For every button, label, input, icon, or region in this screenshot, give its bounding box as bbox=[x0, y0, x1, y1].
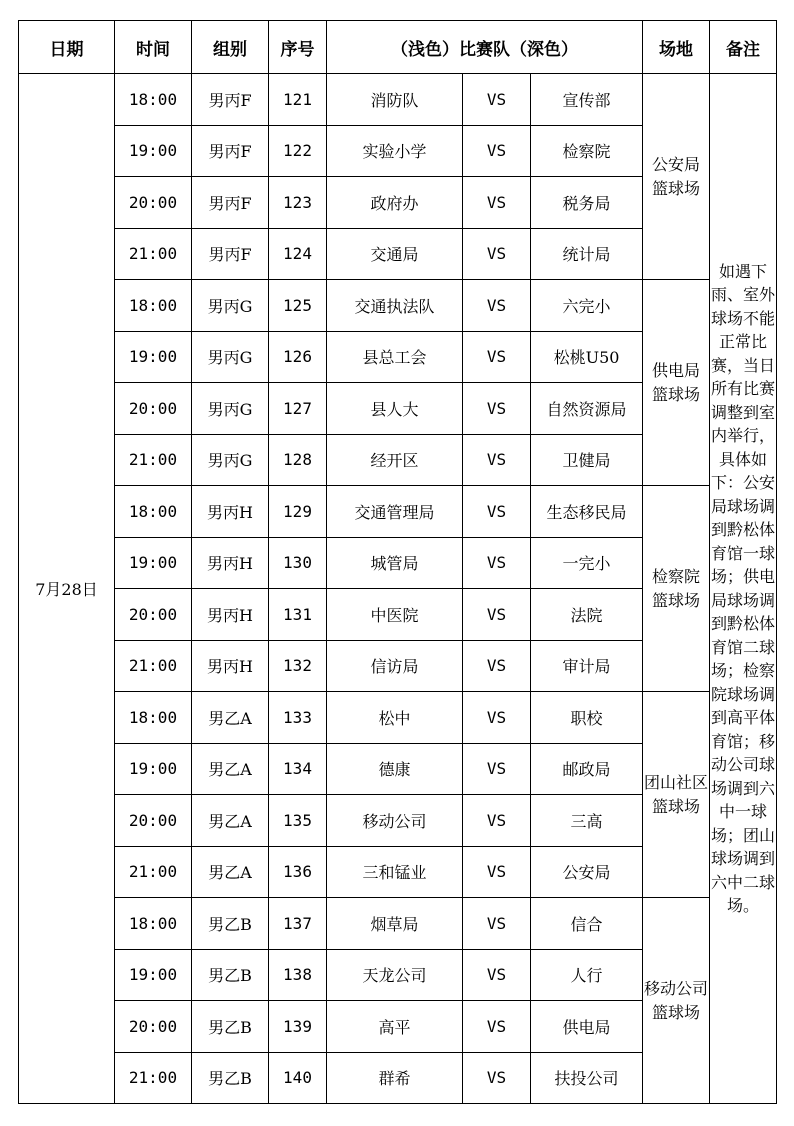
venue-court: 篮球场 bbox=[652, 796, 701, 816]
number-cell: 123 bbox=[269, 177, 327, 229]
dark-team-cell: 邮政局 bbox=[531, 743, 643, 795]
group-cell: 男丙G bbox=[192, 383, 269, 435]
time-cell: 19:00 bbox=[115, 949, 192, 1001]
time-cell: 20:00 bbox=[115, 589, 192, 641]
vs-cell: VS bbox=[463, 846, 531, 898]
venue-name: 检察院 bbox=[652, 566, 701, 586]
vs-cell: VS bbox=[463, 125, 531, 177]
number-cell: 133 bbox=[269, 692, 327, 744]
venue-name: 公安局 bbox=[652, 154, 701, 174]
dark-team-cell: 供电局 bbox=[531, 1001, 643, 1053]
vs-cell: VS bbox=[463, 177, 531, 229]
vs-cell: VS bbox=[463, 743, 531, 795]
header-venue: 场地 bbox=[643, 21, 710, 74]
header-row bbox=[19, 21, 777, 74]
venue-cell bbox=[643, 74, 710, 280]
light-team-cell: 县总工会 bbox=[327, 331, 463, 383]
header-note: 备注 bbox=[710, 21, 777, 74]
number-cell: 130 bbox=[269, 537, 327, 589]
time-cell: 18:00 bbox=[115, 280, 192, 332]
time-cell: 21:00 bbox=[115, 846, 192, 898]
venue-name: 团山社区 bbox=[644, 772, 709, 792]
vs-cell: VS bbox=[463, 280, 531, 332]
time-cell: 18:00 bbox=[115, 692, 192, 744]
venue-court: 篮球场 bbox=[652, 178, 701, 198]
number-cell: 138 bbox=[269, 949, 327, 1001]
dark-team-cell: 一完小 bbox=[531, 537, 643, 589]
number-cell: 127 bbox=[269, 383, 327, 435]
dark-team-cell: 扶投公司 bbox=[531, 1052, 643, 1104]
light-team-cell: 德康 bbox=[327, 743, 463, 795]
dark-team-cell: 检察院 bbox=[531, 125, 643, 177]
time-cell: 20:00 bbox=[115, 795, 192, 847]
group-cell: 男丙G bbox=[192, 331, 269, 383]
table-row bbox=[19, 486, 777, 538]
number-cell: 132 bbox=[269, 640, 327, 692]
time-cell: 20:00 bbox=[115, 1001, 192, 1053]
header-teams: （浅色）比赛队（深色） bbox=[327, 21, 643, 74]
vs-cell: VS bbox=[463, 898, 531, 950]
number-cell: 121 bbox=[269, 74, 327, 126]
group-cell: 男乙B bbox=[192, 898, 269, 950]
light-team-cell: 高平 bbox=[327, 1001, 463, 1053]
vs-cell: VS bbox=[463, 589, 531, 641]
dark-team-cell: 卫健局 bbox=[531, 434, 643, 486]
venue-cell bbox=[643, 486, 710, 692]
dark-team-cell: 职校 bbox=[531, 692, 643, 744]
number-cell: 129 bbox=[269, 486, 327, 538]
light-team-cell: 三和锰业 bbox=[327, 846, 463, 898]
light-team-cell: 信访局 bbox=[327, 640, 463, 692]
time-cell: 18:00 bbox=[115, 486, 192, 538]
venue-name: 移动公司 bbox=[644, 978, 709, 998]
vs-cell: VS bbox=[463, 1001, 531, 1053]
vs-cell: VS bbox=[463, 640, 531, 692]
time-cell: 19:00 bbox=[115, 743, 192, 795]
group-cell: 男乙B bbox=[192, 1001, 269, 1053]
group-cell: 男丙H bbox=[192, 589, 269, 641]
table-row bbox=[19, 898, 777, 950]
group-cell: 男丙F bbox=[192, 228, 269, 280]
venue-cell bbox=[643, 692, 710, 898]
number-cell: 137 bbox=[269, 898, 327, 950]
dark-team-cell: 自然资源局 bbox=[531, 383, 643, 435]
group-cell: 男乙A bbox=[192, 846, 269, 898]
group-cell: 男丙H bbox=[192, 486, 269, 538]
group-cell: 男丙F bbox=[192, 74, 269, 126]
group-cell: 男乙B bbox=[192, 1052, 269, 1104]
dark-team-cell: 六完小 bbox=[531, 280, 643, 332]
time-cell: 19:00 bbox=[115, 125, 192, 177]
group-cell: 男丙H bbox=[192, 537, 269, 589]
header-time: 时间 bbox=[115, 21, 192, 74]
light-team-cell: 经开区 bbox=[327, 434, 463, 486]
group-cell: 男乙A bbox=[192, 692, 269, 744]
light-team-cell: 政府办 bbox=[327, 177, 463, 229]
vs-cell: VS bbox=[463, 383, 531, 435]
light-team-cell: 城管局 bbox=[327, 537, 463, 589]
dark-team-cell: 信合 bbox=[531, 898, 643, 950]
venue-court: 篮球场 bbox=[652, 384, 701, 404]
header-date: 日期 bbox=[19, 21, 115, 74]
dark-team-cell: 审计局 bbox=[531, 640, 643, 692]
number-cell: 124 bbox=[269, 228, 327, 280]
venue-court: 篮球场 bbox=[652, 1002, 701, 1022]
time-cell: 21:00 bbox=[115, 640, 192, 692]
number-cell: 134 bbox=[269, 743, 327, 795]
header-group: 组别 bbox=[192, 21, 269, 74]
schedule-table bbox=[18, 20, 777, 1104]
light-team-cell: 松中 bbox=[327, 692, 463, 744]
light-team-cell: 移动公司 bbox=[327, 795, 463, 847]
light-team-cell: 烟草局 bbox=[327, 898, 463, 950]
vs-cell: VS bbox=[463, 74, 531, 126]
dark-team-cell: 松桃U50 bbox=[531, 331, 643, 383]
dark-team-cell: 宣传部 bbox=[531, 74, 643, 126]
dark-team-cell: 人行 bbox=[531, 949, 643, 1001]
time-cell: 21:00 bbox=[115, 228, 192, 280]
dark-team-cell: 生态移民局 bbox=[531, 486, 643, 538]
group-cell: 男丙H bbox=[192, 640, 269, 692]
light-team-cell: 天龙公司 bbox=[327, 949, 463, 1001]
time-cell: 20:00 bbox=[115, 177, 192, 229]
note-cell: 如遇下雨、室外球场不能正常比赛，当日所有比赛调整到室内举行，具体如下：公安局球场调到黔松体育馆一球场；供电局球场调到黔松体育馆二球场；检察院球场调到高平体育馆；移动公司球场调到六中一球场；团山球场调到六中二球场。 bbox=[710, 74, 777, 1104]
time-cell: 21:00 bbox=[115, 434, 192, 486]
number-cell: 126 bbox=[269, 331, 327, 383]
time-cell: 19:00 bbox=[115, 331, 192, 383]
number-cell: 131 bbox=[269, 589, 327, 641]
venue-court: 篮球场 bbox=[652, 590, 701, 610]
group-cell: 男乙A bbox=[192, 795, 269, 847]
header-number: 序号 bbox=[269, 21, 327, 74]
light-team-cell: 交通管理局 bbox=[327, 486, 463, 538]
time-cell: 18:00 bbox=[115, 74, 192, 126]
vs-cell: VS bbox=[463, 692, 531, 744]
number-cell: 136 bbox=[269, 846, 327, 898]
table-row bbox=[19, 74, 777, 126]
venue-name: 供电局 bbox=[652, 360, 701, 380]
table-row bbox=[19, 692, 777, 744]
dark-team-cell: 税务局 bbox=[531, 177, 643, 229]
number-cell: 135 bbox=[269, 795, 327, 847]
number-cell: 128 bbox=[269, 434, 327, 486]
light-team-cell: 消防队 bbox=[327, 74, 463, 126]
date-cell: 7月28日 bbox=[19, 74, 115, 1104]
group-cell: 男丙F bbox=[192, 177, 269, 229]
group-cell: 男丙F bbox=[192, 125, 269, 177]
dark-team-cell: 公安局 bbox=[531, 846, 643, 898]
venue-cell bbox=[643, 898, 710, 1104]
table-row bbox=[19, 280, 777, 332]
light-team-cell: 实验小学 bbox=[327, 125, 463, 177]
group-cell: 男丙G bbox=[192, 434, 269, 486]
time-cell: 18:00 bbox=[115, 898, 192, 950]
number-cell: 122 bbox=[269, 125, 327, 177]
light-team-cell: 交通局 bbox=[327, 228, 463, 280]
light-team-cell: 群希 bbox=[327, 1052, 463, 1104]
venue-cell bbox=[643, 280, 710, 486]
group-cell: 男乙B bbox=[192, 949, 269, 1001]
time-cell: 20:00 bbox=[115, 383, 192, 435]
vs-cell: VS bbox=[463, 331, 531, 383]
time-cell: 21:00 bbox=[115, 1052, 192, 1104]
number-cell: 139 bbox=[269, 1001, 327, 1053]
vs-cell: VS bbox=[463, 1052, 531, 1104]
light-team-cell: 中医院 bbox=[327, 589, 463, 641]
vs-cell: VS bbox=[463, 228, 531, 280]
dark-team-cell: 三高 bbox=[531, 795, 643, 847]
number-cell: 125 bbox=[269, 280, 327, 332]
vs-cell: VS bbox=[463, 795, 531, 847]
group-cell: 男乙A bbox=[192, 743, 269, 795]
group-cell: 男丙G bbox=[192, 280, 269, 332]
vs-cell: VS bbox=[463, 486, 531, 538]
dark-team-cell: 法院 bbox=[531, 589, 643, 641]
light-team-cell: 交通执法队 bbox=[327, 280, 463, 332]
vs-cell: VS bbox=[463, 434, 531, 486]
dark-team-cell: 统计局 bbox=[531, 228, 643, 280]
light-team-cell: 县人大 bbox=[327, 383, 463, 435]
vs-cell: VS bbox=[463, 537, 531, 589]
time-cell: 19:00 bbox=[115, 537, 192, 589]
vs-cell: VS bbox=[463, 949, 531, 1001]
number-cell: 140 bbox=[269, 1052, 327, 1104]
